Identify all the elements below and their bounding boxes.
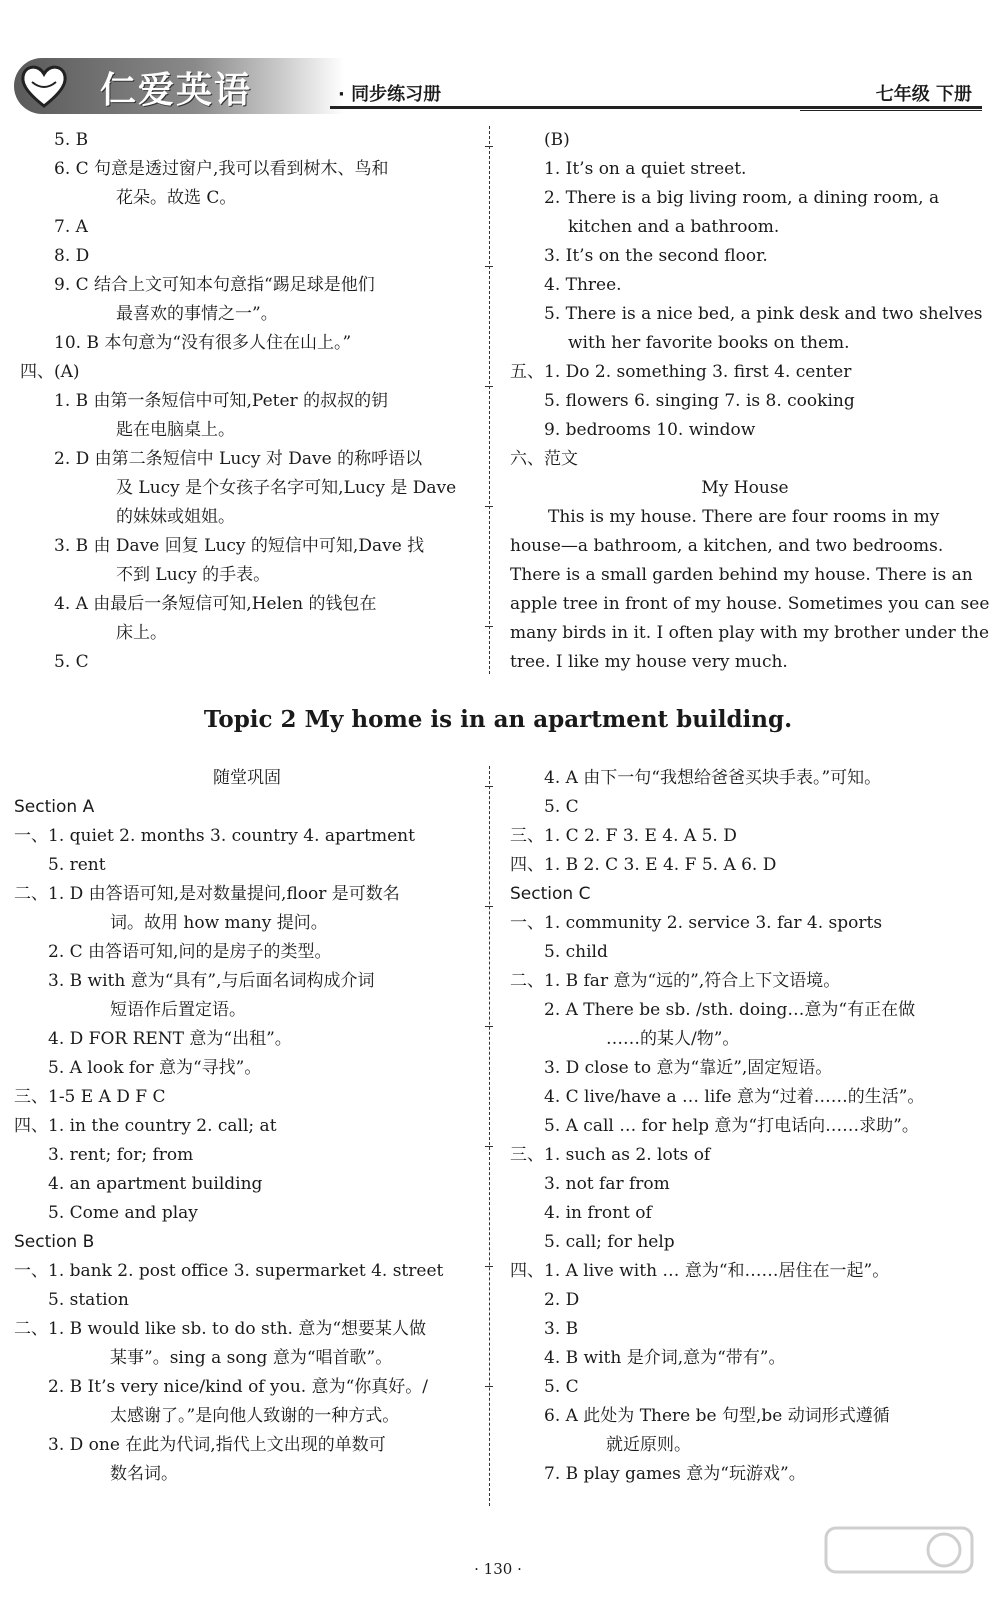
divider-tick xyxy=(485,506,493,507)
answer-line: with her favorite books on them. xyxy=(568,333,850,353)
answers-bottom-left xyxy=(14,764,480,1489)
answer-line: kitchen and a bathroom. xyxy=(568,217,780,237)
divider-tick xyxy=(485,1266,493,1267)
answer-line: 2. D 由第二条短信中 Lucy 对 Dave 的称呼语以 xyxy=(54,449,423,469)
answer-line: 一、1. community 2. service 3. far 4. sports xyxy=(510,913,883,933)
answer-line: 床上。 xyxy=(116,623,167,643)
answer-line: 2. A There be sb. /sth. doing…意为“有正在做 xyxy=(544,1000,916,1020)
book-subtitle: · 同步练习册 xyxy=(338,84,442,105)
answer-line: 7. B play games 意为“玩游戏”。 xyxy=(544,1464,806,1484)
grade-label: 七年级 下册 xyxy=(875,84,972,105)
divider-tick xyxy=(485,786,493,787)
column-divider-top xyxy=(489,126,490,674)
answer-line: 2. C 由答语可知,问的是房子的类型。 xyxy=(48,942,332,962)
answer-line: 3. D close to 意为“靠近”,固定短语。 xyxy=(544,1058,833,1078)
answer-line: 某事”。sing a song 意为“唱首歌”。 xyxy=(110,1348,393,1368)
answer-line: 5. A call … for help 意为“打电话向……求助”。 xyxy=(544,1116,919,1136)
header-rule xyxy=(330,106,982,109)
answer-line: 随堂巩固 xyxy=(213,768,281,788)
answer-line: 词。故用 how many 提问。 xyxy=(110,913,328,933)
answer-line: Section A xyxy=(14,797,95,817)
divider-tick xyxy=(485,266,493,267)
answer-line: 4. A 由下一句“我想给爸爸买块手表。”可知。 xyxy=(544,768,882,788)
answer-line: 6. A 此处为 There be 句型,be 动词形式遵循 xyxy=(544,1406,890,1426)
answer-line: 数名词。 xyxy=(110,1464,178,1484)
page-number: · 130 · xyxy=(474,1560,522,1578)
answer-line: 4. Three. xyxy=(544,275,622,295)
answer-line: 最喜欢的事情之一”。 xyxy=(116,304,278,324)
answer-line: ……的某人/物”。 xyxy=(606,1029,740,1049)
page-header xyxy=(0,0,996,120)
answer-line: 3. D one 在此为代词,指代上文出现的单数可 xyxy=(48,1435,386,1455)
answer-line: 四、1. B 2. C 3. E 4. F 5. A 6. D xyxy=(510,855,777,875)
answer-line: 5. There is a nice bed, a pink desk and two shelves xyxy=(544,304,983,324)
answer-line: (B) xyxy=(544,130,570,150)
divider-tick xyxy=(485,906,493,907)
answer-line: house—a bathroom, a kitchen, and two bedrooms. xyxy=(510,536,944,556)
answer-line: 5. rent xyxy=(48,855,106,875)
answer-line: 六、范文 xyxy=(510,449,578,469)
answer-line: My House xyxy=(701,478,789,498)
answer-line: Section C xyxy=(510,884,591,904)
answer-line: 五、1. Do 2. something 3. first 4. center xyxy=(510,362,852,382)
answer-line: 四、1. A live with … 意为“和……居住在一起”。 xyxy=(510,1261,890,1281)
answer-line: 3. not far from xyxy=(544,1174,670,1194)
answer-line: 9. C 结合上文可知本句意指“踢足球是他们 xyxy=(54,275,375,295)
answer-line: 2. There is a big living room, a dining room, a xyxy=(544,188,940,208)
answer-line: 四、1. in the country 2. call; at xyxy=(14,1116,277,1136)
answer-line: 4. B with 是介词,意为“带有”。 xyxy=(544,1348,786,1368)
brand-title: 仁爱英语 xyxy=(100,70,253,111)
answer-line: 10. B 本句意为“没有很多人住在山上。” xyxy=(54,333,352,353)
answers-top-left xyxy=(20,126,480,677)
answers-top-right xyxy=(510,126,990,677)
answer-line: 4. in front of xyxy=(544,1203,652,1223)
answer-line: 二、1. B would like sb. to do sth. 意为“想要某人做 xyxy=(14,1319,427,1339)
answer-line: 2. D xyxy=(544,1290,580,1310)
answer-line: 5. Come and play xyxy=(48,1203,198,1223)
answer-line: 8. D xyxy=(54,246,90,266)
answer-line: 4. C live/have a … life 意为“过着……的生活”。 xyxy=(544,1087,925,1107)
answer-line: 5. flowers 6. singing 7. is 8. cooking xyxy=(544,391,855,411)
answer-line: 1. B 由第一条短信中可知,Peter 的叔叔的钥 xyxy=(54,391,389,411)
answer-line: 三、1. such as 2. lots of xyxy=(510,1145,711,1165)
divider-tick xyxy=(485,1026,493,1027)
answer-line: 短语作后置定语。 xyxy=(110,1000,246,1020)
divider-tick xyxy=(485,386,493,387)
answer-line: 5. station xyxy=(48,1290,129,1310)
answer-line: 6. C 句意是透过窗户,我可以看到树木、鸟和 xyxy=(54,159,389,179)
answer-line: 3. It’s on the second floor. xyxy=(544,246,768,266)
answer-line: 不到 Lucy 的手表。 xyxy=(116,565,271,585)
answer-line: 及 Lucy 是个女孩子名字可知,Lucy 是 Dave xyxy=(116,478,457,498)
answer-line: 四、(A) xyxy=(20,362,80,382)
answer-line: tree. I like my house very much. xyxy=(510,652,788,672)
answer-line: 花朵。故选 C。 xyxy=(116,188,237,208)
answer-line: 匙在电脑桌上。 xyxy=(116,420,235,440)
answer-line: 5. call; for help xyxy=(544,1232,675,1252)
divider-tick xyxy=(485,626,493,627)
answers-bottom-right xyxy=(510,764,980,1489)
divider-tick xyxy=(485,146,493,147)
answer-line: 5. B xyxy=(54,130,89,150)
answer-line: There is a small garden behind my house. There is an xyxy=(510,565,973,585)
watermark-logo-icon xyxy=(824,1520,974,1580)
answer-line: 3. rent; for; from xyxy=(48,1145,194,1165)
answer-line: 2. B It’s very nice/kind of you. 意为“你真好。/ xyxy=(48,1377,429,1397)
answer-line: 二、1. B far 意为“远的”,符合上下文语境。 xyxy=(510,971,841,991)
answer-line: 4. an apartment building xyxy=(48,1174,263,1194)
answer-line: 1. It’s on a quiet street. xyxy=(544,159,747,179)
answer-line: 二、1. D 由答语可知,是对数量提问,floor 是可数名 xyxy=(14,884,400,904)
answer-line: 一、1. quiet 2. months 3. country 4. apartment xyxy=(14,826,415,846)
answer-line: 太感谢了。”是向他人致谢的一种方式。 xyxy=(110,1406,400,1426)
answer-line: 4. D FOR RENT 意为“出租”。 xyxy=(48,1029,292,1049)
answer-line: 4. A 由最后一条短信可知,Helen 的钱包在 xyxy=(54,594,377,614)
answer-line: 的妹妹或姐姐。 xyxy=(116,507,235,527)
answer-line: 5. C xyxy=(54,652,89,672)
heart-logo-icon xyxy=(18,60,70,112)
answer-line: 三、1-5 E A D F C xyxy=(14,1087,166,1107)
answer-line: 一、1. bank 2. post office 3. supermarket 4. street xyxy=(14,1261,444,1281)
answer-line: 9. bedrooms 10. window xyxy=(544,420,756,440)
divider-tick xyxy=(485,1146,493,1147)
answer-line: 5. child xyxy=(544,942,608,962)
answer-line: 就近原则。 xyxy=(606,1435,691,1455)
answer-line: 3. B 由 Dave 回复 Lucy 的短信中可知,Dave 找 xyxy=(54,536,425,556)
topic-heading: Topic 2 My home is in an apartment building. xyxy=(203,706,793,733)
answer-line: many birds in it. I often play with my brother under the xyxy=(510,623,990,643)
answer-line: apple tree in front of my house. Sometimes you can see xyxy=(510,594,990,614)
answer-line: 7. A xyxy=(54,217,88,237)
divider-tick xyxy=(485,1386,493,1387)
answer-line: 三、1. C 2. F 3. E 4. A 5. D xyxy=(510,826,737,846)
answer-line: 5. A look for 意为“寻找”。 xyxy=(48,1058,262,1078)
answer-line: 5. C xyxy=(544,797,579,817)
answer-line: This is my house. There are four rooms in my xyxy=(548,507,940,527)
answer-line: 5. C xyxy=(544,1377,579,1397)
answer-line: 3. B with 意为“具有”,与后面名词构成介词 xyxy=(48,971,375,991)
answer-line: Section B xyxy=(14,1232,95,1252)
answer-line: 3. B xyxy=(544,1319,579,1339)
column-divider-bottom xyxy=(489,766,490,1506)
header-rule-thin xyxy=(800,110,982,111)
